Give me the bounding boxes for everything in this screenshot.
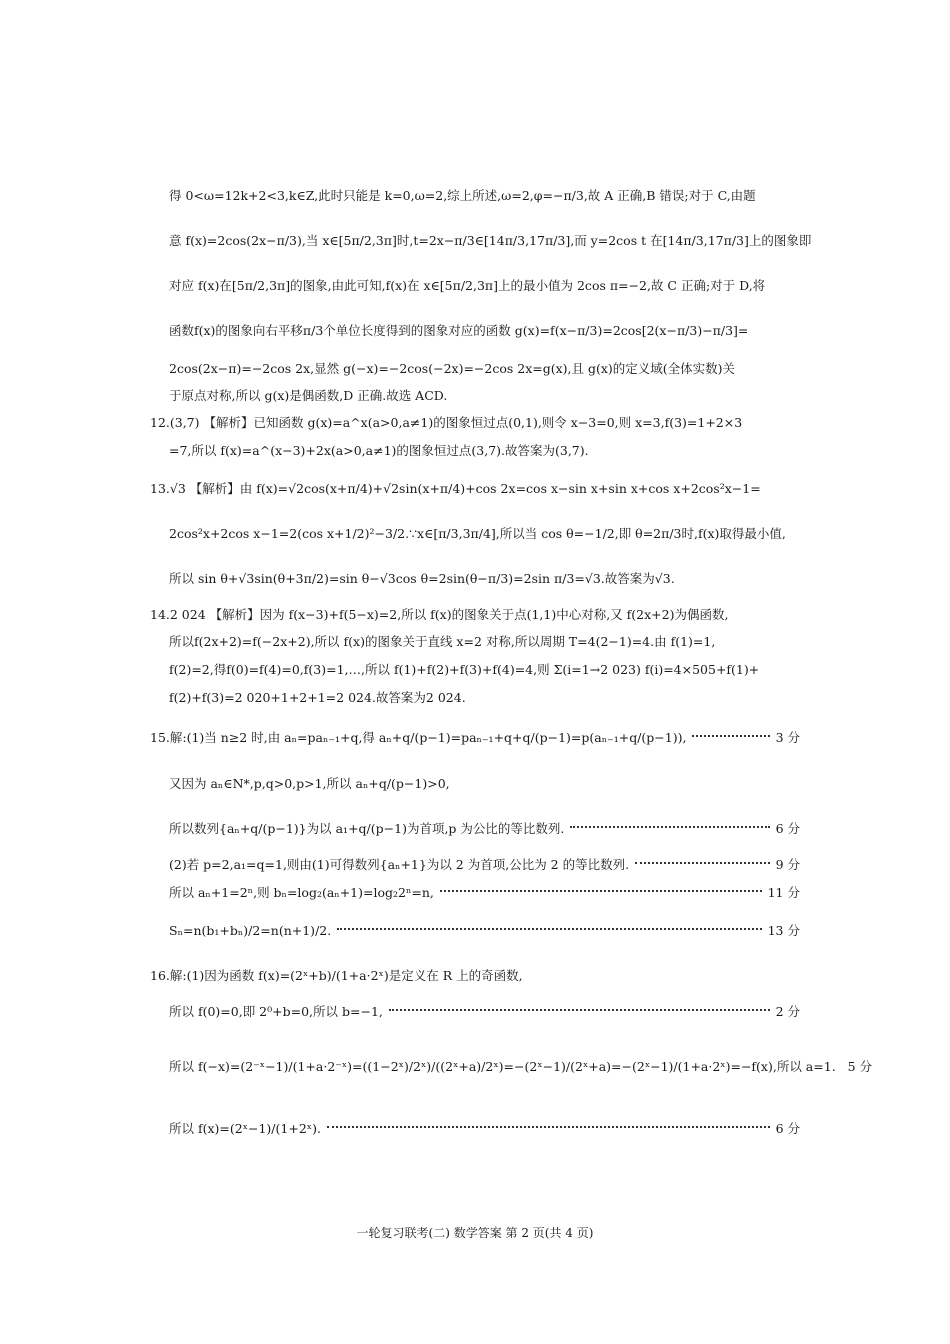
page-footer: 一轮复习联考(二) 数学答案 第 2 页(共 4 页) bbox=[356, 1226, 594, 1240]
scored-line bbox=[150, 729, 800, 747]
score-points: 6 分 bbox=[775, 821, 800, 836]
score-points: 2 分 bbox=[775, 1004, 800, 1019]
text-line: 于原点对称,所以 g(x)是偶函数,D 正确.故选 ACD. bbox=[169, 388, 448, 403]
scored-line bbox=[169, 856, 800, 874]
score-points: 3 分 bbox=[775, 730, 800, 745]
text-line: =7,所以 f(x)=a^(x−3)+2x(a>0,a≠1)的图象恒过点(3,7).故答案为(3,7). bbox=[169, 443, 589, 458]
text-line: 所以f(2x+2)=f(−2x+2),所以 f(x)的图象关于直线 x=2 对称,所以周期 T=4(2−1)=4.由 f(1)=1, bbox=[169, 634, 716, 649]
scored-line bbox=[169, 775, 800, 793]
text-line: 2cos(2x−π)=−2cos 2x,显然 g(−x)=−2cos(−2x)=−2cos 2x=g(x),且 g(x)的定义域(全体实数)关 bbox=[169, 361, 736, 376]
text-line: 意 f(x)=2cos(2x−π/3),当 x∈[5π/2,3π]时,t=2x−π/3∈[14π/3,17π/3],而 y=2cos t 在[14π/3,17π/3]上的图象即 bbox=[169, 233, 812, 248]
text-line: 12.(3,7) 【解析】已知函数 g(x)=a^x(a>0,a≠1)的图象恒过点(0,1),则令 x−3=0,则 x=3,f(3)=1+2×3 bbox=[150, 415, 743, 430]
scored-line bbox=[169, 820, 800, 838]
scored-line bbox=[169, 1058, 873, 1076]
score-points: 11 分 bbox=[767, 885, 800, 900]
scored-line bbox=[169, 922, 800, 940]
leader-dots bbox=[570, 826, 769, 828]
scored-line bbox=[150, 967, 800, 985]
text-line: 14.2 024 【解析】因为 f(x−3)+f(5−x)=2,所以 f(x)的图象关于点(1,1)中心对称,又 f(2x+2)为偶函数, bbox=[150, 607, 729, 622]
score-points: 5 分 bbox=[847, 1059, 873, 1074]
text-line: 所以 sin θ+√3sin(θ+3π/2)=sin θ−√3cos θ=2sin(θ−π/3)=2sin π/3=√3.故答案为√3. bbox=[169, 571, 675, 586]
scored-line-text: 所以 aₙ+1=2ⁿ,则 bₙ=log₂(aₙ+1)=log₂2ⁿ=n, bbox=[169, 885, 434, 900]
text-line: 函数f(x)的图象向右平移π/3个单位长度得到的图象对应的函数 g(x)=f(x−π/3)=2cos[2(x−π/3)−π/3]= bbox=[169, 323, 749, 338]
scored-line-text: Sₙ=n(b₁+bₙ)/2=n(n+1)/2. bbox=[169, 923, 332, 938]
scored-line-text: 所以数列{aₙ+q/(p−1)}为以 a₁+q/(p−1)为首项,p 为公比的等比数列. bbox=[169, 821, 565, 836]
leader-dots bbox=[337, 928, 761, 930]
score-points: 9 分 bbox=[775, 857, 800, 872]
text-line: 13.√3 【解析】由 f(x)=√2cos(x+π/4)+√2sin(x+π/4)+cos 2x=cos x−sin x+sin x+cos x+2cos²x−1= bbox=[150, 481, 761, 496]
scored-line-text: 16.解:(1)因为函数 f(x)=(2ˣ+b)/(1+a·2ˣ)是定义在 R 上的奇函数, bbox=[150, 968, 523, 983]
leader-dots bbox=[692, 735, 769, 737]
leader-dots bbox=[440, 890, 762, 892]
score-points: 13 分 bbox=[767, 923, 800, 938]
leader-dots bbox=[389, 1009, 770, 1011]
scored-line-text: 所以 f(x)=(2ˣ−1)/(1+2ˣ). bbox=[169, 1121, 321, 1136]
scored-line bbox=[169, 884, 800, 902]
text-line: 得 0<ω=12k+2<3,k∈Z,此时只能是 k=0,ω=2,综上所述,ω=2,φ=−π/3,故 A 正确,B 错误;对于 C,由题 bbox=[169, 188, 756, 203]
leader-dots bbox=[635, 862, 769, 864]
text-line: f(2)=2,得f(0)=f(4)=0,f(3)=1,…,所以 f(1)+f(2)+f(3)+f(4)=4,则 Σ(i=1→2 023) f(i)=4×505+f(1)+ bbox=[169, 662, 760, 677]
scored-line-text: (2)若 p=2,a₁=q=1,则由(1)可得数列{aₙ+1}为以 2 为首项,公比为 2 的等比数列. bbox=[169, 857, 630, 872]
scored-line bbox=[169, 1120, 800, 1138]
text-line: 2cos²x+2cos x−1=2(cos x+1/2)²−3/2.∵x∈[π/3,3π/4],所以当 cos θ=−1/2,即 θ=2π/3时,f(x)取得最小值, bbox=[169, 526, 786, 541]
score-points: 6 分 bbox=[775, 1121, 800, 1136]
leader-dots bbox=[327, 1126, 770, 1128]
text-line: 对应 f(x)在[5π/2,3π]的图象,由此可知,f(x)在 x∈[5π/2,3π]上的最小值为 2cos π=−2,故 C 正确;对于 D,将 bbox=[169, 278, 766, 293]
scored-line-text: 又因为 aₙ∈N*,p,q>0,p>1,所以 aₙ+q/(p−1)>0, bbox=[169, 776, 450, 791]
scored-line-text: 所以 f(0)=0,即 2⁰+b=0,所以 b=−1, bbox=[169, 1004, 383, 1019]
scored-line-text: 15.解:(1)当 n≥2 时,由 aₙ=paₙ₋₁+q,得 aₙ+q/(p−1)=paₙ₋₁+q+q/(p−1)=p(aₙ₋₁+q/(p−1)), bbox=[150, 730, 687, 745]
text-line: f(2)+f(3)=2 020+1+2+1=2 024.故答案为2 024. bbox=[169, 690, 466, 705]
scored-line bbox=[169, 1003, 800, 1021]
scored-line-text: 所以 f(−x)=(2⁻ˣ−1)/(1+a·2⁻ˣ)=((1−2ˣ)/2ˣ)/((2ˣ+a)/2ˣ)=−(2ˣ−1)/(2ˣ+a)=−(2ˣ−1)/(1+a·2ˣ)=−f(x),所以 a=1. bbox=[169, 1059, 836, 1074]
